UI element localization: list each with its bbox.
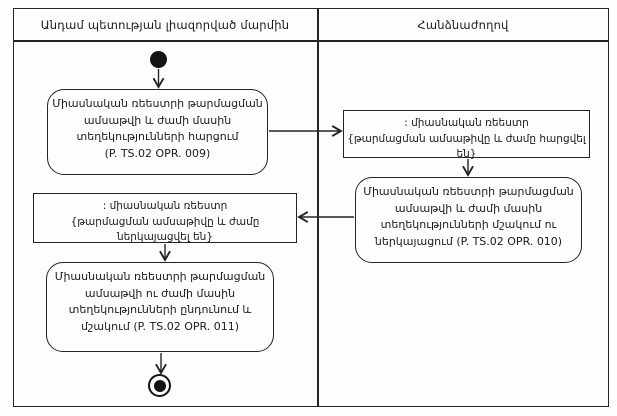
- activity-receive-and-process-line: տեղեկությունների ընդունում և: [68, 303, 252, 316]
- object-register-presented: [33, 193, 297, 243]
- activity-process-and-present-line: ներկայացում (P. TS.02 OPR. 010): [374, 234, 563, 248]
- activity-process-and-present-line: տեղեկությունների մշակում ու: [380, 218, 557, 231]
- activity-receive-and-process-line: ամսաթվի ու ժամի մասին: [84, 286, 236, 300]
- lane-header-commission: [317, 8, 609, 41]
- activity-final-node-dot: [154, 380, 166, 392]
- initial-node: [150, 51, 167, 68]
- lane-header-authorized-body: [13, 8, 317, 41]
- activity-receive-and-process: [46, 262, 274, 352]
- activity-request-info-line: տեղեկությունների հարցում: [76, 130, 239, 143]
- object-register-presented-line: {թարմացման ամսաթիվը և ժամը ներկայացվել են}: [70, 215, 260, 243]
- activity-request-info: [47, 89, 268, 175]
- activity-process-and-present-line: ամսաթվի և ժամի մասին: [394, 201, 543, 215]
- activity-request-info-line: ամսաթվի և ժամի մասին: [83, 113, 232, 127]
- activity-receive-and-process-line: մշակում (P. TS.02 OPR. 011): [80, 319, 240, 333]
- activity-process-and-present-line: Միասնական ռեեստրի թարմացման: [363, 185, 574, 198]
- lane-header-authorized-body-label: Անդամ պետության լիազորված մարմին: [40, 17, 290, 32]
- swimlane-divider: [317, 8, 319, 407]
- object-register-requested-line: {թարմացման ամսաթիվը և ժամը հարցվել են}: [347, 132, 586, 160]
- object-register-presented-line: : միասնական ռեեստր: [102, 200, 228, 212]
- activity-final-node: [148, 374, 171, 397]
- activity-process-and-present: [355, 177, 582, 263]
- object-register-requested-line: : միասնական ռեեստր: [404, 117, 529, 129]
- object-register-requested: [343, 110, 590, 158]
- activity-receive-and-process-line: Միասնական ռեեստրի թարմացման: [54, 270, 266, 283]
- lane-header-commission-label: Հանձնաժողով: [417, 17, 509, 32]
- activity-request-info-line: (P. TS.02 OPR. 009): [104, 146, 211, 160]
- activity-request-info-line: Միասնական ռեեստրի թարմացման: [52, 97, 263, 110]
